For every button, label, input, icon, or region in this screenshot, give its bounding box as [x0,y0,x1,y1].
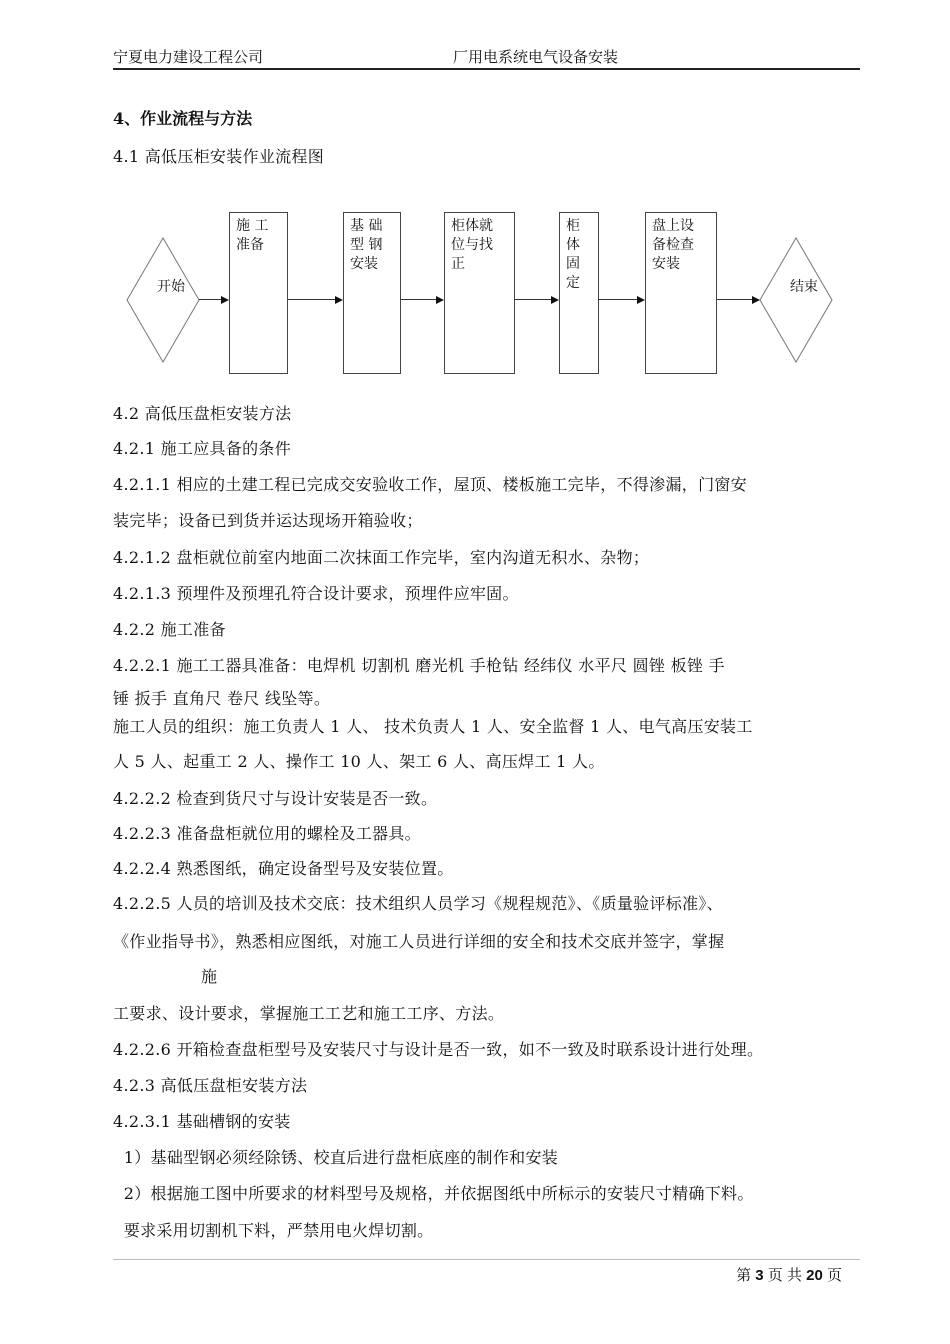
flow-step-1 [229,212,288,374]
flow-step-5 [645,212,717,374]
body-line: 4.2.2.3 准备盘柜就位用的螺栓及工器具。 [113,824,421,843]
flow-step-text: 盘上设 [652,218,694,234]
body-line: 工要求、设计要求，掌握施工工艺和施工工序、方法。 [113,1004,505,1023]
flow-end-label: 结束 [790,279,818,295]
body-line: 4.2.1.1 相应的土建工程已完成交安验收工作，屋顶、楼板施工完毕，不得渗漏，门窗安 [113,475,747,494]
flow-step-text: 备检查 [652,237,694,253]
flow-chart [0,0,950,400]
body-line: 1）基础型钢必须经除锈、校直后进行盘柜底座的制作和安装 [113,1148,559,1167]
header-company: 宁夏电力建设工程公司 [113,48,264,66]
header-doc-title: 厂用电系统电气设备安装 [453,48,619,66]
flow-step-text: 型 钢 [350,237,383,253]
flow-arrow-head [436,296,444,304]
flow-step-text: 体 [566,237,580,253]
body-line: 4.2 高低压盘柜安装方法 [113,404,292,423]
flow-step-text: 安装 [350,256,378,272]
flow-arrow-head [335,296,343,304]
flow-arrow-head [551,296,559,304]
start-diamond [127,238,199,362]
footer-page: 3 [755,1267,764,1284]
body-line: 4.2.2.1 施工工器具准备：电焊机 切割机 磨光机 手枪钻 经纬仪 水平尺 圆锉 板锉 手 [113,656,725,675]
flow-step-text: 柜 [566,218,580,234]
flow-arrow-line [288,299,335,300]
body-line: 4.2.2 施工准备 [113,620,226,639]
flow-step-text: 位与找 [451,237,493,253]
flow-step-text: 正 [451,256,465,272]
flow-step-text: 施 工 [236,218,269,234]
body-line: 4.2.2.5 人员的培训及技术交底：技术组织人员学习《规程规范》、《质量验评标准》、 [113,894,723,913]
footer-mid: 页 共 [767,1267,802,1284]
body-line: 4.2.1.3 预埋件及预埋孔符合设计要求，预埋件应牢固。 [113,584,519,603]
flow-step-text: 基 础 [350,218,383,234]
body-line: 装完毕；设备已到货并运达现场开箱验收； [113,511,423,530]
body-line: 要求采用切割机下料，严禁用电火焊切割。 [113,1221,434,1240]
flow-arrow-line [515,299,551,300]
footer-total: 20 [806,1267,823,1284]
body-line: 4.2.1.2 盘柜就位前室内地面二次抹面工作完毕，室内沟道无积水、杂物； [113,548,650,567]
body-line: 锤 扳手 直角尺 卷尺 线坠等。 [113,689,331,708]
flow-arrow-line [401,299,436,300]
body-line: 4.2.3.1 基础槽钢的安装 [113,1112,291,1131]
footer-post: 页 [826,1267,842,1284]
flow-step-text: 固 [566,256,580,272]
body-line: 施工人员的组织：施工负责人 1 人、 技术负责人 1 人、安全监督 1 人、电气高压安装工 [113,717,753,736]
flow-step-3 [444,212,515,374]
body-line: 2）根据施工图中所要求的材料型号及规格，并依据图纸中所标示的安装尺寸精确下料。 [113,1184,754,1203]
page-footer [113,1259,860,1284]
flow-title: 4.1 高低压柜安装作业流程图 [113,147,325,166]
flow-arrow-head [221,296,229,304]
flow-step-text: 安装 [652,256,680,272]
footer-pre: 第 [736,1267,752,1284]
page-number [736,1264,842,1285]
body-line: 4.2.1 施工应具备的条件 [113,439,291,458]
flow-arrow-line [199,299,221,300]
body-line: 4.2.2.2 检查到货尺寸与设计安装是否一致。 [113,789,438,808]
flow-arrow-head [637,296,645,304]
body-line: 《作业指导书》，熟悉相应图纸，对施工人员进行详细的安全和技术交底并签字，掌握 [113,932,725,951]
flow-step-2 [343,212,401,374]
body-line: 4.2.2.4 熟悉图纸，确定设备型号及安装位置。 [113,859,454,878]
flow-step-text: 准备 [236,237,264,253]
end-diamond [760,238,832,362]
flow-step-text: 柜体就 [451,218,493,234]
flow-step-4 [559,212,599,374]
flow-arrow-line [717,299,752,300]
flow-arrow-line [599,299,637,300]
flow-arrow-head [752,296,760,304]
body-line: 4.2.2.6 开箱检查盘柜型号及安装尺寸与设计是否一致，如不一致及时联系设计进行处理。 [113,1040,764,1059]
body-line: 施 [201,967,218,986]
flow-step-text: 定 [566,275,580,291]
section-title: 4、作业流程与方法 [113,109,253,128]
flow-start-label: 开始 [157,279,185,295]
body-line: 4.2.3 高低压盘柜安装方法 [113,1076,308,1095]
body-line: 人 5 人、起重工 2 人、操作工 10 人、架工 6 人、高压焊工 1 人。 [113,752,605,771]
